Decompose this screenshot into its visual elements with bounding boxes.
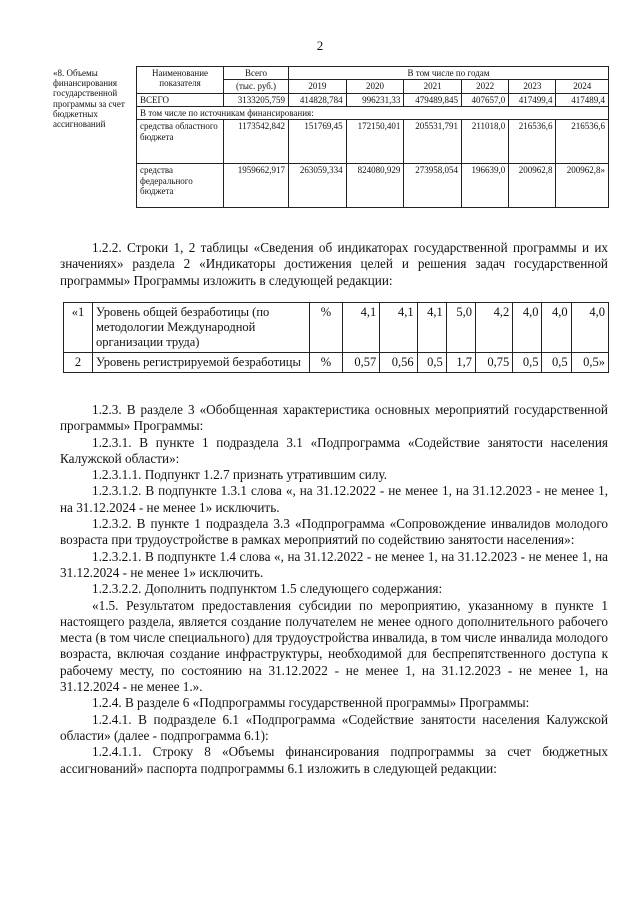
cell-value: 417499,4 xyxy=(509,93,556,106)
row-num: 2 xyxy=(64,353,93,373)
cell-value: 196639,0 xyxy=(462,164,509,208)
year-header: 2019 xyxy=(289,80,347,93)
paragraph: 1.2.3. В разделе 3 «Обобщенная характеристика основных мероприятий государственной программы» Программы: xyxy=(60,402,608,434)
cell-value: 263059,334 xyxy=(289,164,347,208)
year-header: 2024 xyxy=(556,80,609,93)
paragraph: 1.2.2. Строки 1, 2 таблицы «Сведения об индикаторах государственной программы и их значениях» раздела 2 «Индикаторы достижения целей и решения задач государственной программы» Программы изложить в следующей редакции: xyxy=(60,240,608,288)
row-unit: % xyxy=(310,353,343,373)
cell-value: 273958,054 xyxy=(404,164,462,208)
cell-value: 4,0 xyxy=(513,303,542,353)
table-row xyxy=(64,353,609,373)
row-total: 1173542,842 xyxy=(224,120,289,164)
cell-value: 216536,6 xyxy=(556,120,609,164)
cell-value: 151769,45 xyxy=(289,120,347,164)
paragraph: 1.2.3.2.2. Дополнить подпунктом 1.5 следующего содержания: xyxy=(92,581,443,597)
cell-value: 4,0 xyxy=(571,303,608,353)
year-header: 2021 xyxy=(404,80,462,93)
cell-value: 479489,845 xyxy=(404,93,462,106)
cell-value: 0,5 xyxy=(417,353,446,373)
paragraph: 1.2.3.1.1. Подпункт 1.2.7 признать утратившим силу. xyxy=(92,467,388,483)
paragraph-1-2-2-block xyxy=(60,240,608,289)
cell-value: 172150,401 xyxy=(346,120,404,164)
cell-value: 4,1 xyxy=(417,303,446,353)
page-number: 2 xyxy=(316,38,324,53)
cell-value: 407657,0 xyxy=(462,93,509,106)
col-total-header: Всего xyxy=(224,67,289,80)
cell-value: 0,75 xyxy=(475,353,512,373)
cell-value: 824080,929 xyxy=(346,164,404,208)
year-header: 2020 xyxy=(346,80,404,93)
cell-value: 414828,784 xyxy=(289,93,347,106)
cell-value: 1,7 xyxy=(446,353,475,373)
cell-value: 4,2 xyxy=(475,303,512,353)
row-name: средства областного бюджета xyxy=(137,120,224,164)
table-row xyxy=(64,303,609,353)
cell-value: 216536,6 xyxy=(509,120,556,164)
paragraph: «1.5. Результатом предоставления субсидии по мероприятию, указанному в пункте 1 настоящего раздела, является создание получателем не менее одного дополнительного рабочего места (в том числе специального) для трудоустройства инвалида, в том числе инвалида молодого возраста, включая создание инфраструктуры, необходимой для беспрепятственного доступа к рабочему месту, по состоянию на 31.12.2022 - не менее 1, на 31.12.2023 - не менее 1, на 31.12.2024 - не менее 1.». xyxy=(60,597,608,695)
col-name-header: Наименование показателя xyxy=(137,67,224,94)
body-text xyxy=(60,402,608,777)
paragraph: 1.2.3.1.2. В подпункте 1.3.1 слова «, на 31.12.2022 - не менее 1, на 31.12.2023 - не менее 1, на 31.12.2024 - не менее 1» исключить. xyxy=(60,483,608,515)
indicators-table xyxy=(63,302,609,373)
paragraph: 1.2.3.2.1. В подпункте 1.4 слова «, на 31.12.2022 - не менее 1, на 31.12.2023 - не менее 1, на 31.12.2024 - не менее 1» исключить. xyxy=(60,548,608,580)
cell-value: 0,5 xyxy=(513,353,542,373)
funding-table xyxy=(50,66,609,208)
paragraph: 1.2.4.1.1. Строку 8 «Объемы финансирования подпрограммы за счет бюджетных ассигнований» паспорта подпрограммы 6.1 изложить в следующей редакции: xyxy=(60,744,608,776)
paragraph: 1.2.3.1. В пункте 1 подраздела 3.1 «Подпрограмма «Содействие занятости населения Калужской области»: xyxy=(60,434,608,466)
row-total: 1959662,917 xyxy=(224,164,289,208)
row-name: ВСЕГО xyxy=(137,93,224,106)
row-name: средства федерального бюджета xyxy=(137,164,224,208)
cell-value: 200962,8 xyxy=(509,164,556,208)
row-num: «1 xyxy=(64,303,93,353)
cell-value: 417489,4 xyxy=(556,93,609,106)
row-total: 3133205,759 xyxy=(224,93,289,106)
year-header: 2023 xyxy=(509,80,556,93)
cell-value: 205531,791 xyxy=(404,120,462,164)
cell-value: 5,0 xyxy=(446,303,475,353)
row-name: Уровень общей безработицы (по методологии Международной организации труда) xyxy=(93,303,310,353)
col-total-unit: (тыс. руб.) xyxy=(224,80,289,93)
paragraph: 1.2.3.2. В пункте 1 подраздела 3.3 «Подпрограмма «Сопровождение инвалидов молодого возраста при трудоустройстве в рамках мероприятий по содействию занятости населения»: xyxy=(60,516,608,548)
cell-value: 0,5 xyxy=(542,353,571,373)
cell-value: 4,1 xyxy=(380,303,417,353)
paragraph: 1.2.4.1. В подразделе 6.1 «Подпрограмма «Содействие занятости населения Калужской области» (далее - подпрограмма 6.1): xyxy=(60,711,608,743)
row-name: Уровень регистрируемой безработицы xyxy=(93,353,310,373)
cell-value: 211018,0 xyxy=(462,120,509,164)
cell-value: 0,5» xyxy=(571,353,608,373)
cell-value: 996231,33 xyxy=(346,93,404,106)
year-header: 2022 xyxy=(462,80,509,93)
row-unit: % xyxy=(310,303,343,353)
col-years-header: В том числе по годам xyxy=(289,67,609,80)
cell-value: 200962,8» xyxy=(556,164,609,208)
paragraph: 1.2.4. В разделе 6 «Подпрограммы государственной программы» Программы: xyxy=(92,695,530,711)
funding-row-label: «8. Объемы финансирования государственной программы за счет бюджетных ассигнований xyxy=(50,67,137,208)
cell-value: 0,57 xyxy=(343,353,380,373)
sources-caption: В том числе по источникам финансирования: xyxy=(137,107,609,120)
cell-value: 4,0 xyxy=(542,303,571,353)
cell-value: 4,1 xyxy=(343,303,380,353)
cell-value: 0,56 xyxy=(380,353,417,373)
